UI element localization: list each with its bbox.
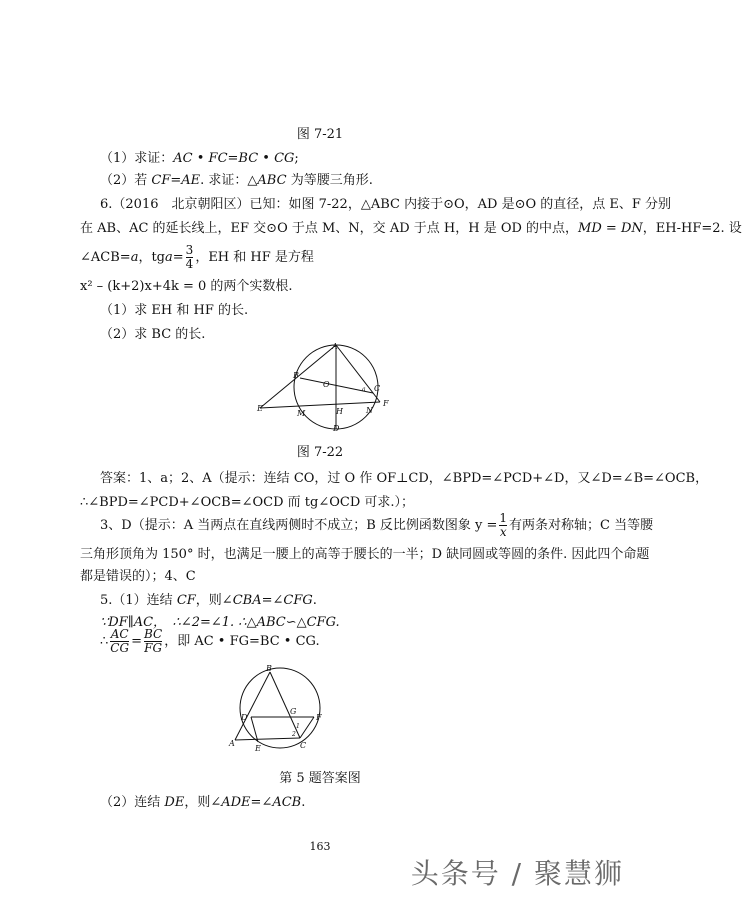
fraction-1-x — [499, 512, 507, 539]
label-d: D — [333, 424, 340, 433]
text: . 求证： — [200, 173, 248, 188]
text: ，tg — [138, 250, 165, 265]
text: ，则∠ — [195, 593, 233, 608]
fraction-bc-fg — [144, 628, 162, 655]
arc-md: MD — [578, 221, 602, 236]
expr: DE — [164, 795, 185, 810]
denominator: x — [499, 525, 507, 539]
label-1: 1 — [296, 723, 300, 730]
fraction-ac-cg — [110, 628, 129, 655]
label-a: A — [332, 342, 338, 351]
answer-line-5: 都是错误的）；4、C — [80, 569, 196, 584]
expr: ADE — [221, 795, 251, 810]
text: （2）连结 — [100, 795, 165, 810]
answer-line-4: 三角形顶角为 150° 时，也满足一腰上的高等于腰长的一半；D 缺同圆或等圆的条件. 因此四个命题 — [80, 547, 650, 562]
text: 3、D（提示：A 当两点在直线两侧时不成立；B 反比例函数图象 y = — [100, 518, 498, 533]
answer-5-part-2 — [100, 794, 305, 812]
answer-5-line-1 — [100, 592, 317, 610]
label-g: G — [290, 707, 297, 716]
q6-line-3 — [80, 244, 314, 271]
expression: AC • FC=BC • CG — [173, 151, 295, 166]
answer-line-3 — [100, 512, 653, 539]
numerator: BC — [143, 627, 163, 641]
denominator: FG — [144, 641, 163, 655]
label-b: B — [266, 664, 272, 673]
question-part-2 — [100, 172, 373, 190]
text: =∠ — [261, 593, 284, 608]
q6-line-2 — [80, 220, 742, 238]
label-o: O — [323, 380, 330, 389]
label-b: B — [293, 371, 299, 380]
arc-dn: DN — [620, 221, 643, 236]
text: ，即 AC • FG=BC • CG. — [164, 634, 320, 649]
text: ，则∠ — [184, 795, 222, 810]
expression: △ABC — [247, 173, 287, 188]
var: a — [165, 250, 173, 265]
expr: CFG — [283, 593, 313, 608]
line-ef — [260, 402, 380, 408]
label-f: F — [383, 399, 389, 408]
figure-caption-7-21: 图 7-21 — [296, 127, 344, 142]
q6-line-1: 6.（2016 北京朝阳区）已知：如图 7-22，△ABC 内接于⊙O，AD 是⊙O 的直径，点 E、F 分别 — [100, 197, 672, 212]
figure-caption-answer-5: 第 5 题答案图 — [279, 771, 361, 786]
label: （2）若 — [100, 173, 152, 188]
expression: CF=AE — [151, 173, 201, 188]
label-h: H — [336, 407, 343, 416]
label-c: C — [374, 384, 381, 393]
text: =∠ — [250, 795, 273, 810]
label-m: M — [297, 409, 306, 418]
question-part-1 — [100, 150, 299, 168]
text: . — [312, 593, 317, 608]
text: = — [172, 250, 184, 265]
text: 有两条对称轴；C 当等腰 — [509, 518, 654, 533]
text: 为等腰三角形. — [286, 173, 373, 188]
numerator: 1 — [499, 511, 508, 525]
label: （1）求证： — [100, 151, 174, 166]
label-a: A — [229, 739, 235, 748]
label-e: E — [255, 744, 261, 753]
label-alpha: a — [362, 386, 366, 393]
label-2: 2 — [292, 731, 296, 738]
label-f: F — [316, 713, 322, 722]
text: ∵DF∥AC， ∴∠2=∠1. ∴△ABC∽△CFG. — [100, 615, 340, 630]
q6-equation: x² – (k+2)x+4k = 0 的两个实数根. — [80, 279, 293, 294]
expr: CBA — [232, 593, 262, 608]
line-cf — [300, 717, 314, 738]
text: 5.（1）连结 — [100, 593, 177, 608]
text: 在 AB、AC 的延长线上，EF 交⊙O 于点 M、N，交 AD 于点 H，H 是 OD 的中点， — [80, 221, 579, 236]
watermark: 头条号 / 聚慧狮 — [410, 857, 624, 890]
denominator: 4 — [185, 257, 194, 271]
line-af — [336, 345, 380, 402]
fraction-3-4 — [186, 244, 194, 271]
therefore: ∴ — [100, 634, 109, 649]
punct: ; — [294, 151, 299, 166]
label-e: E — [257, 404, 263, 413]
figure-7-22 — [250, 340, 400, 440]
var: a — [130, 250, 139, 265]
text: ，EH 和 HF 是方程 — [195, 250, 314, 265]
text: . — [301, 795, 306, 810]
label-d: D — [241, 713, 248, 722]
line-ac — [235, 738, 300, 740]
text: ，EH-HF=2. 设 — [642, 221, 742, 236]
equals: = — [131, 634, 142, 649]
equals: = — [601, 221, 621, 236]
expr: CF — [176, 593, 196, 608]
denominator: CG — [110, 641, 130, 655]
text: ∠ACB= — [80, 250, 131, 265]
q6-sub-1: （1）求 EH 和 HF 的长. — [100, 303, 249, 318]
expr: ACB — [272, 795, 302, 810]
answer-line-2: ∴∠BPD=∠PCD+∠OCB=∠OCD 而 tg∠OCD 可求.）； — [80, 495, 415, 510]
label-n: N — [366, 406, 373, 415]
answer-5-line-3 — [100, 628, 320, 655]
numerator: 3 — [185, 243, 194, 257]
label-c: C — [300, 741, 307, 750]
figure-caption-7-22: 图 7-22 — [296, 445, 344, 460]
page-number: 163 — [309, 840, 331, 853]
figure-answer-5 — [228, 662, 328, 754]
answer-line-1: 答案：1、a；2、A（提示：连结 CO，过 O 作 OF⊥CD，∠BPD=∠PCD+∠D，又∠D=∠B=∠OCB， — [100, 471, 709, 486]
q6-sub-2: （2）求 BC 的长. — [100, 327, 206, 342]
numerator: AC — [110, 627, 129, 641]
